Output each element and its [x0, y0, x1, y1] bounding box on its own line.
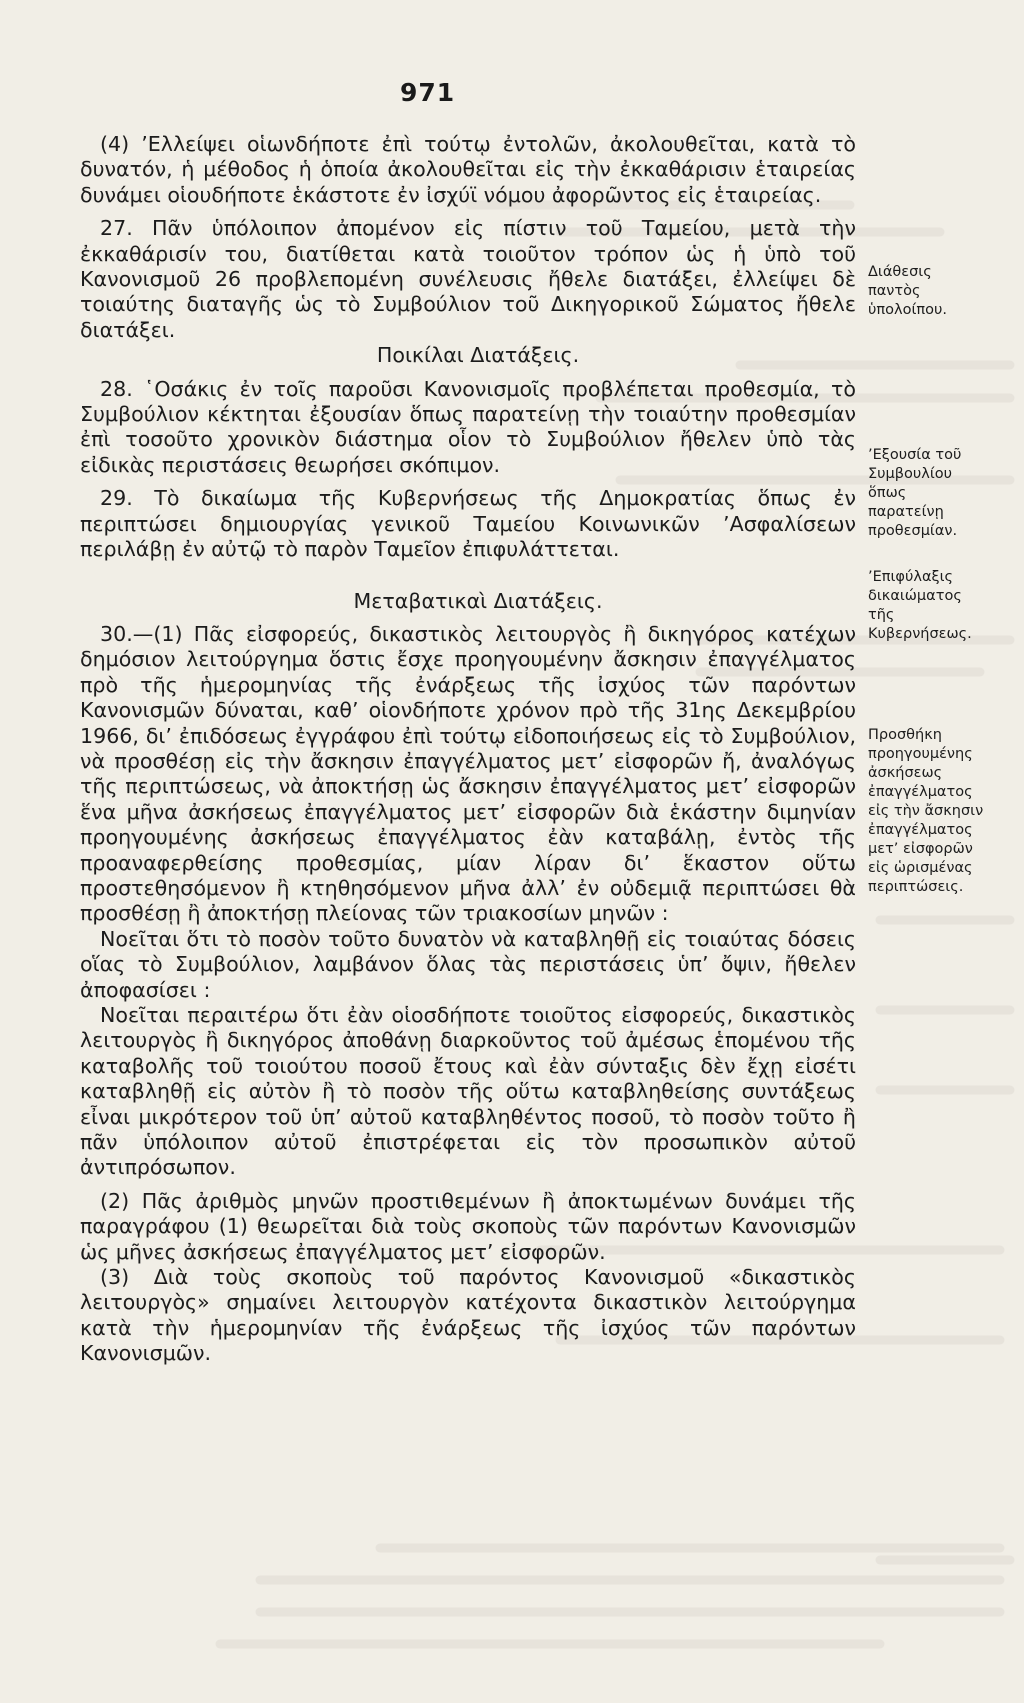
regulation-28: 28. ῾Οσάκις ἐν τοῖς παροῦσι Κανονισμοῖς προβλέπεται προθεσμία, τὸ Συμβούλιον κέκτηται ἐξουσίαν ὅπως παρατείνῃ τὴν τοιαύτην προθεσμίαν ἐπὶ τοσοῦτο χρονικὸν διάστημα οἷον τὸ Συμβούλιον ἤθελεν ὑπὸ τὰς εἰδικὰς περιστάσεις θεωρήσει σκόπιμον. [80, 376, 856, 477]
proviso-second: Νοεῖται περαιτέρω ὅτι ἐὰν οἱοσδήποτε τοιοῦτος εἰσφορεύς, δικαστικὸς λειτουργὸς ἢ δικηγόρος ἀποθάνῃ διαρκοῦντος τοῦ ἀμέσως ἑπομένου τῆς καταβολῆς τοῦ τοιούτου ποσοῦ ἔτους καὶ ἐὰν σύνταξις δὲν ἔχῃ εἰσέτι καταβληθῇ εἰς αὐτὸν ἢ τὸ ποσὸν τῆς οὕτω καταβληθείσης συντάξεως εἶναι μικρότερον τοῦ ὑπ’ αὐτοῦ καταβληθέντος ποσοῦ, τὸ ποσὸν τοῦτο ἢ πᾶν ὑπόλοιπον αὐτοῦ ἐπιστρέφεται εἰς τὸν προσωπικὸν αὐτοῦ ἀντιπρόσωπον. [80, 1003, 856, 1180]
heading-miscellaneous-provisions: Ποικίλαι Διατάξεις. [376, 343, 580, 368]
heading-transitional-provisions: Μεταβατικαὶ Διατάξεις. [353, 588, 603, 613]
margin-note-27: Διάθεσις παντὸς ὑπολοίπου. [868, 264, 947, 318]
paragraph-26-4: (4) ’Ελλείψει οἱωνδήποτε ἐπὶ τούτῳ ἐντολῶν, ἀκολουθεῖται, κατὰ τὸ δυνατόν, ἡ μέθοδος ἡ ὁποία ἀκολουθεῖται εἰς τὴν ἐκκαθάρισιν ἑταιρείας δυνάμει οἱουδήποτε ἑκάστοτε ἐν ἰσχύϊ νόμου ἀφορῶντος εἰς ἑταιρείας. [80, 132, 856, 207]
regulation-29: 29. Τὸ δικαίωμα τῆς Κυβερνήσεως τῆς Δημοκρατίας ὅπως ἐν περιπτώσει δημιουργίας γενικοῦ Ταμείου Κοινωνικῶν ’Ασφαλίσεων περιλάβῃ ἐν αὐτῷ τὸ παρὸν Ταμεῖον ἐπιφυλάττεται. [80, 486, 856, 562]
regulation-30-2: (2) Πᾶς ἀριθμὸς μηνῶν προστιθεμένων ἢ ἀποκτωμένων δυνάμει τῆς παραγράφου (1) θεωρεῖται διὰ τοὺς σκοποὺς τῶν παρόντων Κανονισμῶν ὡς μῆνες ἀσκήσεως ἐπαγγέλματος μετ’ εἰσφορῶν. [80, 1188, 856, 1264]
regulation-30-1: 30.—(1) Πᾶς εἰσφορεύς, δικαστικὸς λειτουργὸς ἢ δικηγόρος κατέχων δημόσιον λειτούργημα ὅστις ἔσχε προηγουμένην ἄσκησιν ἐπαγγέλματος πρὸ τῆς ἡμερομηνίας τῆς ἐνάρξεως τῆς ἰσχύος τῶν παρόντων Κανονισμῶν δύναται, καθ’ οἱονδήποτε χρόνον πρὸ τῆς 31ης Δεκεμβρίου 1966, δι’ ἐπιδόσεως ἐγγράφου ἐπὶ τούτῳ εἰδοποιήσεως εἰς τὸ Συμβούλιον, νὰ προσθέσῃ εἰς τὴν ἄσκησιν ἐπαγγέλματος μετ’ εἰσφορῶν ἤ, ἀναλόγως τῆς περιπτώσεως, νὰ ἀποκτήσῃ ὡς ἄσκησιν ἐπαγγέλματος μετ’ εἰσφορῶν ἕνα μῆνα ἀσκήσεως ἐπαγγέλματος μετ’ εἰσφορῶν διὰ ἑκάστην διμηνίαν προηγουμένης ἀσκήσεως ἐπαγγέλματος ἐὰν καταβάλῃ, ἐντὸς τῆς προαναφερθείσης προθεσμίας, μίαν λίραν δι’ ἕκαστον οὕτω προστεθησόμενον ἢ κτηθησόμενον μῆνα ἀλλ’ ἐν οὐδεμιᾷ περιπτώσει θὰ προσθέσῃ ἢ ἀποκτήσῃ πλείονας τῶν τριακοσίων μηνῶν : [80, 621, 856, 926]
margin-note-30: Προσθήκη προηγουμένης ἀσκήσεως ἐπαγγέλματος εἰς τὴν ἄσκησιν ἐπαγγέλματος μετ’ εἰσφορῶν εἰς ὡρισμένας περιπτώσεις. [868, 727, 984, 895]
main-text-column [80, 132, 856, 1367]
proviso-first: Νοεῖται ὅτι τὸ ποσὸν τοῦτο δυνατὸν νὰ καταβληθῇ εἰς τοιαύτας δόσεις οἵας τὸ Συμβούλιον, λαμβάνον ὅλας τὰς περιστάσεις ὑπ’ ὄψιν, ἤθελεν ἀποφασίσει : [80, 926, 856, 1002]
margin-note-28: ’Εξουσία τοῦ Συμβουλίου ὅπως παρατείνῃ προθεσμίαν. [868, 447, 962, 539]
margin-note-29: ’Επιφύλαξις δικαιώματος τῆς Κυβερνήσεως. [868, 569, 972, 642]
regulation-27: 27. Πᾶν ὑπόλοιπον ἀπομένον εἰς πίστιν τοῦ Ταμείου, μετὰ τὴν ἐκκαθάρισίν του, διατίθεται κατὰ τοιοῦτον τρόπον ὡς ἡ ὑπὸ τοῦ Κανονισμοῦ 26 προβλεπομένη συνέλευσις ἤθελε διατάξει, ἐλλείψει δὲ τοιαύτης διαταγῆς ὡς τὸ Συμβούλιον τοῦ Δικηγορικοῦ Σώματος ἤθελε διατάξει. [80, 216, 856, 342]
page-number: 971 [400, 78, 456, 107]
regulation-30-3: (3) Διὰ τοὺς σκοποὺς τοῦ παρόντος Κανονισμοῦ «δικαστικὸς λειτουργὸς» σημαίνει λειτουργὸν κατέχοντα δικαστικὸν λειτούργημα κατὰ τὴν ἡμερομηνίαν τῆς ἐνάρξεως τῆς ἰσχύος τῶν παρόντων Κανονισμῶν. [80, 1265, 856, 1366]
